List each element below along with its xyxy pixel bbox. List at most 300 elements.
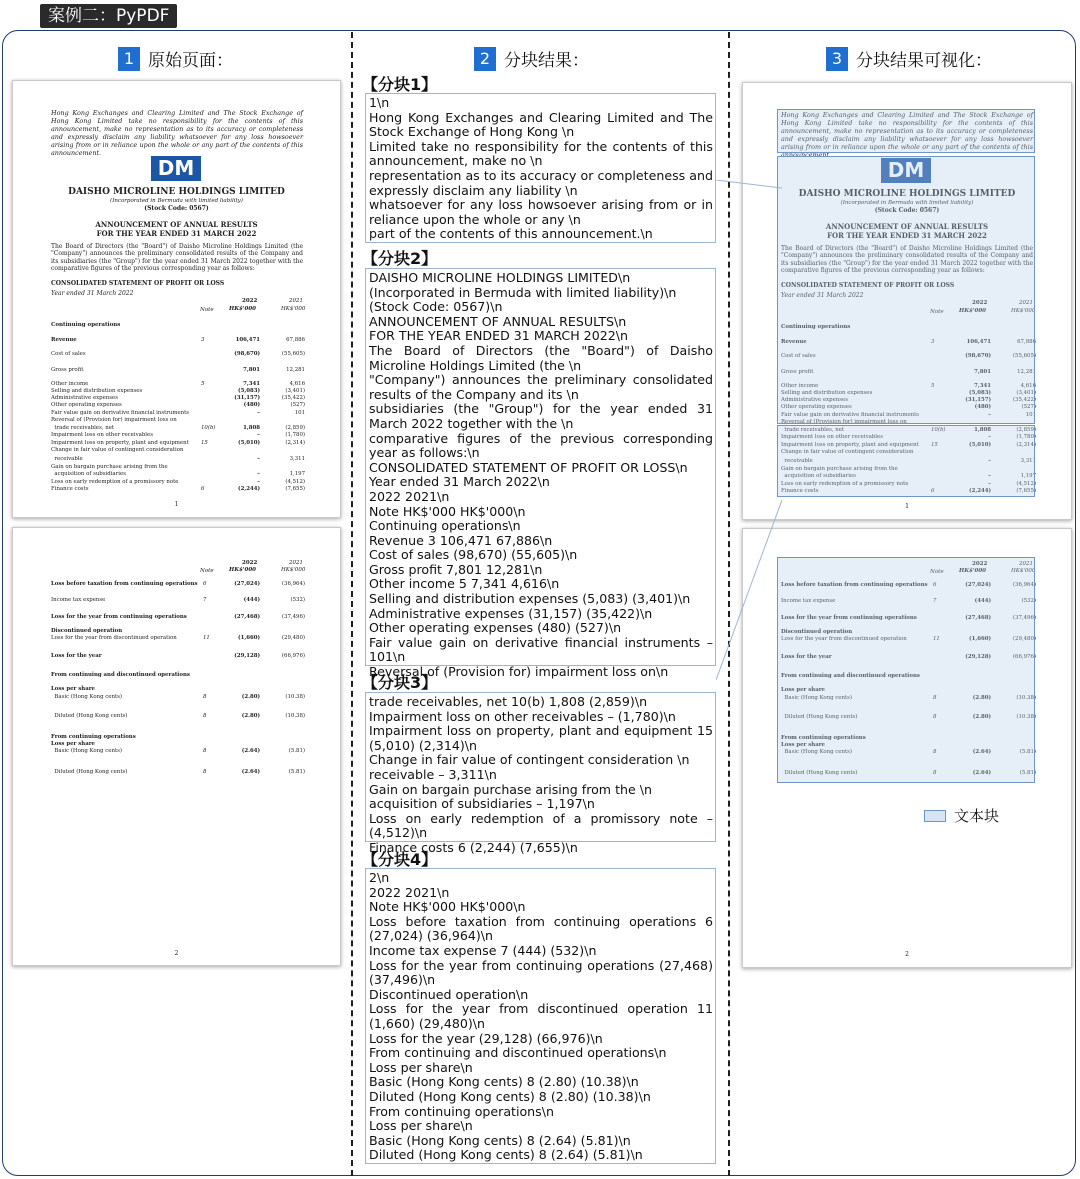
chunk-text-line: Loss for the year (29,128) (66,976)\n xyxy=(369,1030,603,1046)
table-row xyxy=(13,748,340,756)
row-value-2022: 106,471 xyxy=(235,337,260,343)
row-label: acquisition of subsidiaries xyxy=(781,473,856,479)
column-unit-2021: HK$'000 xyxy=(281,567,306,573)
row-label: Loss before taxation from continuing operations xyxy=(781,582,928,588)
row-value-2021: 1,197 xyxy=(1020,473,1036,479)
row-value-2022: (480) xyxy=(243,402,260,408)
row-value-2022: (1,660) xyxy=(969,636,991,642)
table-row xyxy=(13,581,340,589)
row-value-2021: (10.38) xyxy=(1016,714,1036,720)
chunk-text-line: Continuing operations\n xyxy=(369,518,521,534)
row-note: 6 xyxy=(203,581,207,587)
row-value-2021: (3,401) xyxy=(285,388,305,394)
chunk-text-line: Year ended 31 March 2022\n xyxy=(369,474,550,490)
chunk-text-line: Finance costs 6 (2,244) (7,655)\n xyxy=(369,839,578,855)
row-value-2022: (2.64) xyxy=(241,769,260,775)
row-value-2022: 7,801 xyxy=(243,367,260,373)
chunk-2-title: 【分块2】 xyxy=(362,249,438,268)
row-label: Gross profit xyxy=(51,367,84,373)
column-unit-2021: HK$'000 xyxy=(281,306,306,312)
row-value-2022: (2.80) xyxy=(972,695,991,701)
row-value-2021: (7,655) xyxy=(285,486,305,492)
chunk-text-line: Impairment loss on other receivables – (1,780)\n xyxy=(369,708,676,724)
chunk-text-line: Loss before taxation from continuing operations 6 (27,024) (36,964)\n xyxy=(369,913,713,944)
row-label: Finance costs xyxy=(781,488,819,494)
row-note: 3 xyxy=(201,337,205,343)
row-label: acquisition of subsidiaries xyxy=(51,471,126,477)
chunk-1-box xyxy=(365,93,716,243)
chunk-text-line: Loss for the year from continuing operations (27,468) (37,496)\n xyxy=(369,957,713,988)
table-row xyxy=(13,351,340,359)
company-logo: DM xyxy=(151,156,201,181)
row-value-2021: (5.81) xyxy=(288,769,305,775)
row-value-2022: (2.64) xyxy=(241,748,260,754)
row-value-2021: (1,780) xyxy=(285,432,305,438)
row-value-2021: (66,976) xyxy=(1012,654,1036,660)
row-value-2021: (36,964) xyxy=(1012,582,1036,588)
chunk-text-line: 1\n xyxy=(369,95,390,110)
chunk-text-line: (Stock Code: 0567)\n xyxy=(369,299,503,315)
chunk-text-line: 2022 2021\n xyxy=(369,488,450,504)
row-value-2021: (4,512) xyxy=(285,479,305,485)
row-label: Basic (Hong Kong cents) xyxy=(781,695,852,701)
row-label: Gain on bargain purchase arising from the xyxy=(781,466,898,472)
row-value-2022: (1,660) xyxy=(238,635,260,641)
chunk-text-line: Loss per share\n xyxy=(369,1118,473,1134)
chunk-text-line: 2\n xyxy=(369,870,390,885)
column-header-2022: 2022 xyxy=(242,298,258,304)
table-row xyxy=(13,432,340,440)
original-page-1 xyxy=(12,80,341,518)
column-header-note: Note xyxy=(200,307,214,313)
row-value-2021: (5.81) xyxy=(288,748,305,754)
row-label: Diluted (Hong Kong cents) xyxy=(51,769,128,775)
chunk-text-line: Diluted (Hong Kong cents) 8 (2.64) (5.81)\n xyxy=(369,1147,643,1163)
row-value-2021: (37,496) xyxy=(1012,615,1036,621)
row-note: 11 xyxy=(203,635,210,641)
column-header-2021: 2021 xyxy=(1019,561,1033,567)
legend-label: 文本块 xyxy=(954,807,1000,825)
row-value-2022: – xyxy=(988,412,991,418)
row-note: 10(b) xyxy=(931,427,946,433)
row-value-2021: (35,422) xyxy=(1012,397,1036,403)
row-label: Selling and distribution expenses xyxy=(51,388,143,394)
row-label: Loss per share xyxy=(781,687,825,693)
announcement-period: FOR THE YEAR ENDED 31 MARCH 2022 xyxy=(827,231,987,240)
chunk-text-line: From continuing operations\n xyxy=(369,1103,554,1119)
column-header-2022: 2022 xyxy=(972,300,988,306)
chunk-text-line: part of the contents of this announcement.\n xyxy=(369,226,653,242)
column-unit-2021: HK$'000 xyxy=(1011,308,1036,314)
row-value-2021: (527) xyxy=(290,402,305,408)
row-label: Revenue xyxy=(781,339,807,345)
row-label: Administrative expenses xyxy=(51,395,119,401)
row-label: From continuing operations xyxy=(781,735,866,741)
row-value-2022: (31,157) xyxy=(965,397,991,403)
table-row xyxy=(13,713,340,721)
row-value-2021: 12,281 xyxy=(286,367,305,373)
column-header-note: Note xyxy=(930,309,944,315)
row-value-2021: 67,886 xyxy=(1017,339,1036,345)
table-row xyxy=(13,769,340,777)
chunk-text-line: Basic (Hong Kong cents) 8 (2.64) (5.81)\n xyxy=(369,1132,631,1148)
row-value-2021: (4,512) xyxy=(1016,481,1036,487)
row-label: trade receivables, net xyxy=(781,427,845,433)
row-label: Cost of sales xyxy=(781,353,816,359)
row-label: receivable xyxy=(51,456,83,462)
row-label: Loss for the year from continuing operations xyxy=(51,614,187,620)
chunk-text-line: acquisition of subsidiaries – 1,197\n xyxy=(369,796,595,812)
row-label: Loss before taxation from continuing operations xyxy=(51,581,198,587)
table-row xyxy=(13,694,340,702)
chunk-text-line: Loss for the year from discontinued operation 11 (1,660) (29,480)\n xyxy=(369,1001,713,1031)
row-label: Other operating expenses xyxy=(781,404,852,410)
chunk-text-line: representation as to its accuracy or completeness and expressly disclaim any liability \n xyxy=(369,167,713,198)
row-value-2022: (2.80) xyxy=(241,694,260,700)
chunk-text-line: Revenue 3 106,471 67,886\n xyxy=(369,532,553,548)
chunk-text-line: The Board of Directors (the "Board") of Daisho Microline Holdings Limited (the \n xyxy=(369,342,713,373)
statement-title: CONSOLIDATED STATEMENT OF PROFIT OR LOSS xyxy=(781,282,955,289)
row-value-2022: – xyxy=(257,410,260,416)
row-value-2021: (10.38) xyxy=(1016,695,1036,701)
row-note: 8 xyxy=(203,713,207,719)
chunk-text-line: Cost of sales (98,670) (55,605)\n xyxy=(369,547,578,563)
row-value-2021: 4,616 xyxy=(1020,383,1036,389)
row-label: Basic (Hong Kong cents) xyxy=(51,748,122,754)
chunk-text-line: Change in fair value of contingent consideration \n xyxy=(369,752,690,768)
row-note: 5 xyxy=(931,383,935,389)
row-label: Loss per share xyxy=(51,741,95,747)
chunk-3-title: 【分块3】 xyxy=(362,673,438,692)
row-value-2022: – xyxy=(257,432,260,438)
table-row xyxy=(13,471,340,479)
row-note: 8 xyxy=(933,770,937,776)
chunk-text-line: "Company") announces the preliminary consolidated results of the Company and its \n xyxy=(369,372,713,402)
disclaimer-text: Hong Kong Exchanges and Clearing Limited and The Stock Exchange of Hong Kong Limited take no responsibility for the contents of this announcement, make no representation as to its accuracy or completeness and expressly disclaim any liability whatsoever for any loss howsoever arising from or in reliance upon the whole or any part of the contents of this announcement. xyxy=(51,109,303,157)
visualized-page-1 xyxy=(742,82,1072,520)
intro-paragraph: The Board of Directors (the "Board") of Daisho Microline Holdings Limited (the "Company") announces the preliminary consolidated results of the Company and its subsidiaries (the "Group") for the year ended 31 March 2022 together with the comparative figures of the previous corresponding year as follows: xyxy=(51,243,303,273)
row-label: Other operating expenses xyxy=(51,402,122,408)
row-label: Diluted (Hong Kong cents) xyxy=(51,713,128,719)
chunk-text-line: Impairment loss on property, plant and equipment 15 (5,010) (2,314)\n xyxy=(369,723,713,753)
section-heading: Continuing operations xyxy=(51,322,121,328)
row-value-2021: (532) xyxy=(290,597,305,603)
row-value-2021: (55,605) xyxy=(1012,353,1036,359)
row-note: 5 xyxy=(201,381,205,387)
row-value-2021: (10.38) xyxy=(285,694,305,700)
chunk-text-line: receivable – 3,311\n xyxy=(369,766,497,782)
column-unit-2022: HK$'000 xyxy=(229,567,256,573)
column-header-note: Note xyxy=(200,568,214,574)
row-value-2022: (5,083) xyxy=(238,388,260,394)
chunk-text-line: whatsoever for any loss howsoever arising from or in reliance upon the whole or any \n xyxy=(369,197,713,227)
announcement-title: ANNOUNCEMENT OF ANNUAL RESULTS xyxy=(825,222,989,231)
row-value-2022: (5,083) xyxy=(969,390,991,396)
row-value-2022: (2.80) xyxy=(972,714,991,720)
row-label: Impairment loss on property, plant and equipment xyxy=(781,442,919,448)
row-note: 8 xyxy=(933,695,937,701)
row-label: From continuing and discontinued operations xyxy=(781,673,920,679)
row-value-2022: (98,670) xyxy=(965,353,991,359)
chunk-1-title: 【分块1】 xyxy=(362,75,438,94)
chunk-4-box xyxy=(365,868,716,1164)
row-label: Fair value gain on derivative financial instruments xyxy=(781,412,920,418)
stock-code: (Stock Code: 0567) xyxy=(874,207,940,214)
row-value-2022: (2,244) xyxy=(238,486,260,492)
company-name: DAISHO MICROLINE HOLDINGS LIMITED xyxy=(68,187,285,197)
original-page-2 xyxy=(12,527,341,966)
highlight-chunk-3 xyxy=(777,425,1035,497)
row-label: Other income xyxy=(781,383,819,389)
row-note: 8 xyxy=(203,769,207,775)
row-value-2022: (29,128) xyxy=(965,654,991,660)
row-value-2021: 101 xyxy=(294,410,305,416)
highlight-chunk-1 xyxy=(777,109,1035,153)
row-value-2021: (37,496) xyxy=(281,614,305,620)
row-label: Loss for the year from continuing operations xyxy=(781,615,917,621)
table-row xyxy=(13,456,340,464)
row-label: Loss on early redemption of a promissory note xyxy=(781,481,909,487)
row-label: Selling and distribution expenses xyxy=(781,390,873,396)
chunk-text-line: Other operating expenses (480) (527)\n xyxy=(369,620,622,636)
column-header-note: Note xyxy=(930,569,944,575)
row-value-2022: (2.80) xyxy=(241,713,260,719)
row-value-2021: (35,422) xyxy=(281,395,305,401)
row-value-2022: (2,244) xyxy=(969,488,991,494)
row-label: Fair value gain on derivative financial instruments xyxy=(51,410,190,416)
chunk-text-line: Reversal of (Provision for) impairment loss on\n xyxy=(369,664,669,680)
column-header-2022: 2022 xyxy=(242,560,258,566)
row-label: Loss for the year from discontinued operation xyxy=(781,636,907,642)
column-unit-2021: HK$'000 xyxy=(1011,568,1036,574)
section-heading: Continuing operations xyxy=(781,324,851,330)
row-value-2022: (98,670) xyxy=(234,351,260,357)
row-value-2021: 4,616 xyxy=(289,381,305,387)
row-value-2022: – xyxy=(988,481,991,487)
row-value-2021: (36,964) xyxy=(281,581,305,587)
table-row xyxy=(13,447,340,455)
chunk-text-line: ANNOUNCEMENT OF ANNUAL RESULTS\n xyxy=(369,313,627,329)
row-label: From continuing operations xyxy=(51,734,136,740)
table-row xyxy=(13,486,340,494)
chunk-text-line: trade receivables, net 10(b) 1,808 (2,859)\n xyxy=(369,694,648,709)
row-value-2022: 7,341 xyxy=(243,381,260,387)
row-note: 7 xyxy=(203,597,207,603)
column-number: 2 xyxy=(474,47,496,71)
row-note: 6 xyxy=(201,486,205,492)
column-unit-2022: HK$'000 xyxy=(959,568,986,574)
row-label: Finance costs xyxy=(51,486,89,492)
chunk-text-line: Other income 5 7,341 4,616\n xyxy=(369,576,560,592)
chunk-text-line: comparative figures of the previous corresponding year as follows:\n xyxy=(369,430,713,461)
page-number: 1 xyxy=(174,501,179,508)
chunk-text-line: Fair value gain on derivative financial instruments – 101\n xyxy=(369,634,713,665)
row-note: 8 xyxy=(933,714,937,720)
page-number: 1 xyxy=(905,503,909,510)
column-title-original xyxy=(118,46,233,71)
row-label: trade receivables, net xyxy=(51,425,115,431)
chunk-text-line: Note HK$'000 HK$'000\n xyxy=(369,503,526,519)
disclaimer-text: Hong Kong Exchanges and Clearing Limited and The Stock Exchange of Hong Kong Limited take no responsibility for the contents of this announcement, make no representation as to its accuracy or completeness and expressly disclaim any liability whatsoever for any loss howsoever arising from or in reliance upon the whole or any part of the contents of this announcement. xyxy=(781,111,1033,159)
row-value-2022: – xyxy=(988,434,991,440)
chunk-text-line: Note HK$'000 HK$'000\n xyxy=(369,899,526,915)
row-label: Cost of sales xyxy=(51,351,86,357)
chunk-2-box xyxy=(365,268,716,680)
table-row xyxy=(13,402,340,410)
chunk-text-line: FOR THE YEAR ENDED 31 MARCH 2022\n xyxy=(369,328,628,344)
row-value-2022: (31,157) xyxy=(234,395,260,401)
row-label: Impairment loss on property, plant and equipment xyxy=(51,440,189,446)
chunk-text-line: Loss per share\n xyxy=(369,1059,473,1075)
table-row xyxy=(13,672,340,680)
row-value-2021: (5.81) xyxy=(1019,770,1036,776)
chunk-text-line: DAISHO MICROLINE HOLDINGS LIMITED\n xyxy=(369,270,631,285)
chunk-text-line: Limited take no responsibility for the contents of this announcement, make no \n xyxy=(369,138,713,169)
row-note: 15 xyxy=(201,440,208,446)
stock-code: (Stock Code: 0567) xyxy=(144,205,209,212)
row-value-2021: (532) xyxy=(1021,598,1036,604)
table-row xyxy=(13,337,340,345)
row-note: 8 xyxy=(203,694,207,700)
row-label: Discontinued operation xyxy=(51,628,123,634)
column-title-text: 原始页面： xyxy=(148,51,233,71)
row-label: Impairment loss on other receivables xyxy=(51,432,153,438)
chunk-text-line: Gross profit 7,801 12,281\n xyxy=(369,561,543,577)
table-row xyxy=(13,635,340,643)
row-label: Basic (Hong Kong cents) xyxy=(781,749,852,755)
table-row xyxy=(13,597,340,605)
row-note: 10(b) xyxy=(201,425,216,431)
row-note: 6 xyxy=(931,488,935,494)
row-value-2021: (2,314) xyxy=(1016,442,1036,448)
row-label: Impairment loss on other receivables xyxy=(781,434,883,440)
chunk-text-line: Selling and distribution expenses (5,083) (3,401)\n xyxy=(369,591,691,607)
table-row xyxy=(13,614,340,622)
column-number: 1 xyxy=(118,47,140,71)
row-value-2022: (444) xyxy=(974,598,991,604)
row-label: From continuing and discontinued operations xyxy=(51,672,190,678)
column-header-2022: 2022 xyxy=(972,561,988,567)
row-value-2021: (66,976) xyxy=(281,653,305,659)
highlight-chunk-4 xyxy=(777,557,1035,783)
row-value-2021: 3,311 xyxy=(1020,458,1036,464)
row-value-2022: 7,801 xyxy=(974,369,991,375)
legend-swatch-text-block xyxy=(924,810,946,822)
row-value-2022: (480) xyxy=(974,404,991,410)
row-value-2021: 1,197 xyxy=(289,471,305,477)
row-label: Loss for the year xyxy=(781,654,832,660)
column-unit-2022: HK$'000 xyxy=(959,308,986,314)
chunk-text-line: 2022 2021\n xyxy=(369,884,450,900)
row-note: 6 xyxy=(933,582,937,588)
row-label: Administrative expenses xyxy=(781,397,849,403)
row-label: Reversal of (Provision for) impairment loss on xyxy=(781,419,907,425)
row-value-2021: 12,281 xyxy=(1017,369,1036,375)
row-value-2021: (527) xyxy=(1021,404,1036,410)
row-value-2022: (444) xyxy=(243,597,260,603)
row-label: Loss for the year xyxy=(51,653,102,659)
chunk-text-line: Administrative expenses (31,157) (35,422)\n xyxy=(369,605,653,621)
chunk-text-line: Discontinued operation\n xyxy=(369,986,529,1002)
row-value-2021: (55,605) xyxy=(281,351,305,357)
row-label: Income tax expense xyxy=(781,598,836,604)
row-label: Change in fair value of contingent consideration xyxy=(51,447,184,453)
company-logo: DM xyxy=(881,158,931,183)
row-label: Diluted (Hong Kong cents) xyxy=(781,770,858,776)
intro-paragraph: The Board of Directors (the "Board") of Daisho Microline Holdings Limited (the "Company") announces the preliminary consolidated results of the Company and its subsidiaries (the "Group") for the year ended 31 March 2022 together with the comparative figures of the previous corresponding year as follows: xyxy=(781,245,1033,275)
company-name: DAISHO MICROLINE HOLDINGS LIMITED xyxy=(798,189,1016,199)
column-number: 3 xyxy=(826,47,848,71)
incorporation-note: (Incorporated in Bermuda with limited liability) xyxy=(110,198,243,204)
chunk-text-line: (Incorporated in Bermuda with limited liability)\n xyxy=(369,284,677,300)
table-row xyxy=(13,367,340,375)
row-label: Other income xyxy=(51,381,89,387)
incorporation-note: (Incorporated in Bermuda with limited liability) xyxy=(840,200,974,206)
column-header-2021: 2021 xyxy=(1019,300,1033,306)
statement-period: Year ended 31 March 2022 xyxy=(51,290,134,297)
legend xyxy=(924,805,999,826)
row-value-2021: (3,401) xyxy=(1016,390,1036,396)
chunk-text-line: CONSOLIDATED STATEMENT OF PROFIT OR LOSS\n xyxy=(369,459,688,475)
column-title-text: 分块结果可视化： xyxy=(856,51,992,71)
announcement-title: ANNOUNCEMENT OF ANNUAL RESULTS xyxy=(95,220,258,229)
row-label: Gain on bargain purchase arising from the xyxy=(51,464,168,470)
row-label: Reversal of (Provision for) impairment loss on xyxy=(51,417,177,423)
row-label: Gross profit xyxy=(781,369,814,375)
row-label: Loss per share xyxy=(51,686,95,692)
row-value-2021: (7,655) xyxy=(1016,488,1036,494)
row-label: Income tax expense xyxy=(51,597,106,603)
row-label: Diluted (Hong Kong cents) xyxy=(781,714,858,720)
chunk-text-line: Income tax expense 7 (444) (532)\n xyxy=(369,942,597,958)
row-value-2022: – xyxy=(257,456,260,462)
row-value-2022: (5,010) xyxy=(969,442,991,448)
page-number: 2 xyxy=(174,950,179,957)
row-value-2021: (2,859) xyxy=(285,425,305,431)
row-value-2021: (5.81) xyxy=(1019,749,1036,755)
row-label: Loss for the year from discontinued operation xyxy=(51,635,177,641)
row-value-2022: 106,471 xyxy=(966,339,991,345)
statement-title: CONSOLIDATED STATEMENT OF PROFIT OR LOSS xyxy=(51,280,225,287)
row-value-2022: – xyxy=(988,458,991,464)
row-value-2022: (27,468) xyxy=(234,614,260,620)
row-value-2022: 1,808 xyxy=(974,427,991,433)
table-row xyxy=(13,417,340,425)
row-value-2022: – xyxy=(988,473,991,479)
row-value-2022: 1,808 xyxy=(243,425,260,431)
row-value-2021: (29,480) xyxy=(281,635,305,641)
row-value-2022: (27,468) xyxy=(965,615,991,621)
row-value-2022: (5,010) xyxy=(238,440,260,446)
column-title-visualization xyxy=(826,46,992,71)
chunk-text-line: subsidiaries (the "Group") for the year ended 31 March 2022 together with the \n xyxy=(369,401,713,431)
row-value-2021: 3,311 xyxy=(289,456,305,462)
chunk-3-box xyxy=(365,692,716,855)
table-row xyxy=(13,686,340,694)
row-label: receivable xyxy=(781,458,813,464)
table-row xyxy=(13,653,340,661)
highlight-chunk-2 xyxy=(777,156,1035,424)
row-value-2021: (10.38) xyxy=(285,713,305,719)
page-number: 2 xyxy=(905,951,909,958)
row-note: 8 xyxy=(933,749,937,755)
row-value-2021: 67,886 xyxy=(286,337,305,343)
column-header-2021: 2021 xyxy=(289,298,303,304)
column-title-text: 分块结果： xyxy=(504,51,589,71)
chunk-text-line: Loss on early redemption of a promissory note – (4,512)\n xyxy=(369,810,713,841)
row-value-2021: (29,480) xyxy=(1012,636,1036,642)
row-label: Basic (Hong Kong cents) xyxy=(51,694,122,700)
